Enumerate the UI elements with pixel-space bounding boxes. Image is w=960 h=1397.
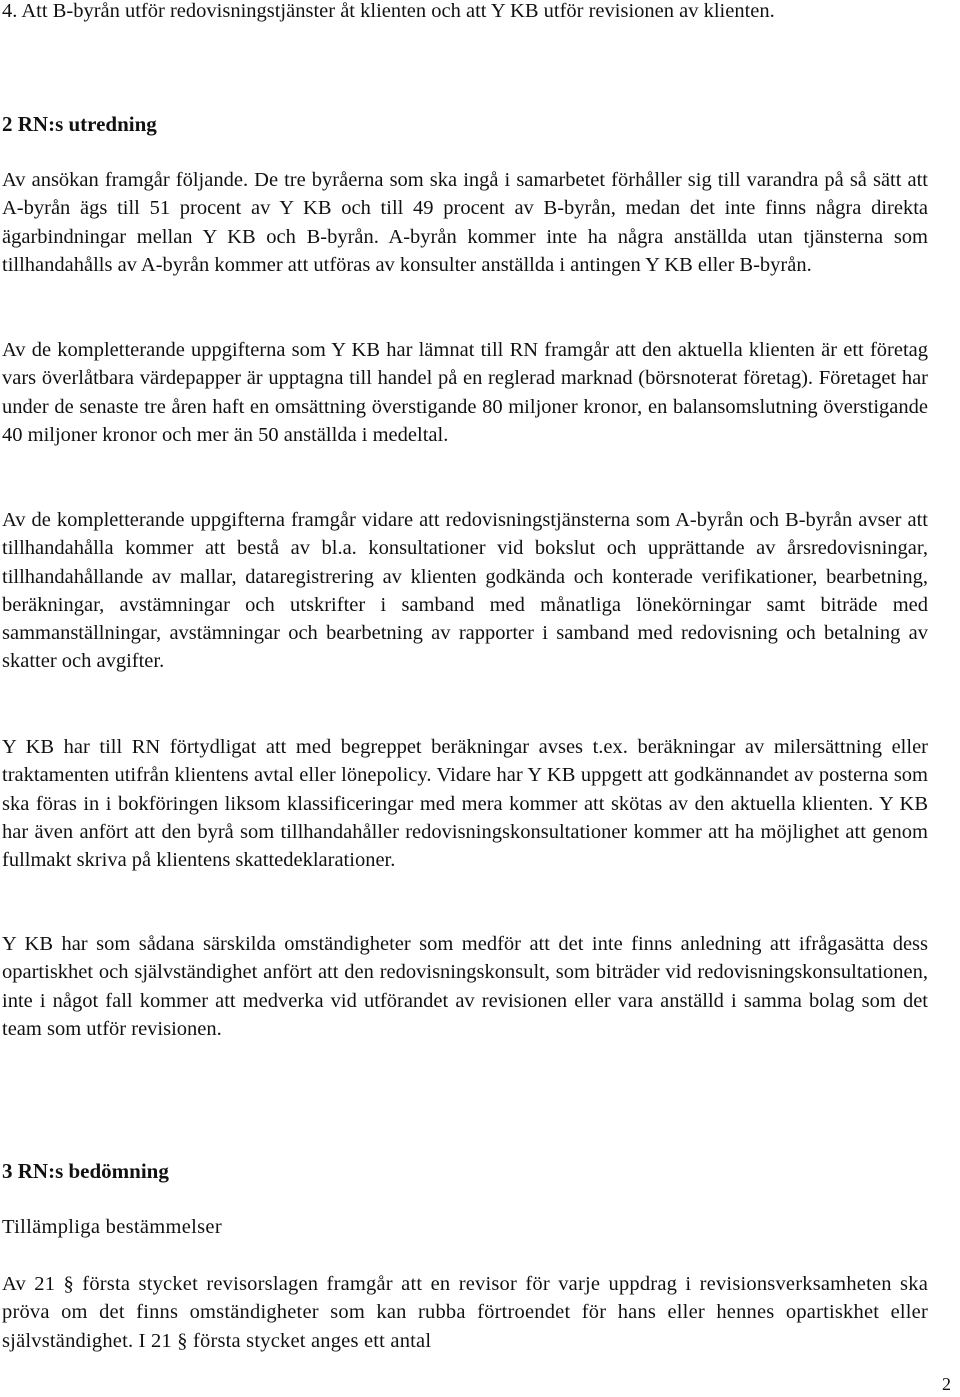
subheading-tillampliga-bestammelser: Tillämpliga bestämmelser [2, 1216, 222, 1238]
paragraph-sarskilda-omstandigheter: Y KB har som sådana särskilda omständigheter som medför att det inte finns anledning att ifrågasätta dess opartiskhet och självständighet anfört att den redovisningskonsult, som biträder vid redovisningskonsultationen, inte i något fall kommer att medverka vid utförandet av revisionen eller vara anställd i samma bolag som det team som utför revisionen. [2, 933, 928, 1040]
paragraph-klienten: Av de kompletterande uppgifterna som Y KB har lämnat till RN framgår att den aktuella klienten är ett företag vars överlåtbara värdepapper är upptagna till handel på en reglerad marknad (börsnoterat företag). Företaget har under de senaste tre åren haft en omsättning överstigande 80 miljoner kronor, en balansomslutning överstigande 40 miljoner kronor och mer än 50 anställda i medeltal. [2, 339, 928, 446]
paragraph-berakningar: Y KB har till RN förtydligat att med begreppet beräkningar avses t.ex. beräkningar av milersättning eller traktamenten utifrån klientens avtal eller lönepolicy. Vidare har Y KB uppgett att godkännandet av posterna som ska föras in i bokföringen liksom klassificeringar med mera kommer att skötas av den aktuella klienten. Y KB har även anfört att den byrå som tillhandahåller redovisningskonsultationer kommer att ha möjlighet att genom fullmakt skriva på klientens skattedeklarationer. [2, 736, 928, 872]
section-heading-bedomning: 3 RN:s bedömning [2, 1159, 169, 1183]
paragraph-revisorslagen: Av 21 § första stycket revisorslagen framgår att en revisor för varje uppdrag i revisionsverksamheten ska pröva om det finns omständigheter som kan rubba förtroendet för hans eller hennes opartiskhet eller självständighet. I 21 § första stycket anges ett antal [2, 1273, 928, 1352]
list-item-4: 4. Att B-byrån utför redovisningstjänster åt klienten och att Y KB utför revisionen av klienten. [2, 0, 775, 22]
paragraph-ansokan: Av ansökan framgår följande. De tre byråerna som ska ingå i samarbetet förhåller sig till varandra på så sätt att A-byrån ägs till 51 procent av Y KB och till 49 procent av B-byrån, medan det inte finns några direkta ägarbindningar mellan Y KB och B-byrån. A-byrån kommer inte ha några anställda utan tjänsterna som tillhandahålls av A-byrån kommer att utföras av konsulter anställda i antingen Y KB eller B-byrån. [2, 169, 928, 276]
paragraph-redovisningstjanster: Av de kompletterande uppgifterna framgår vidare att redovisningstjänsterna som A-byrån och B-byrån avser att tillhandahålla kommer att bestå av bl.a. konsultationer vid bokslut och upprättande av årsredovisningar, tillhandahållande av mallar, dataregistrering av klienten godkända och konterade verifikationer, bearbetning, beräkningar, avstämningar och utskrifter i samband med månatliga lönekörningar samt biträde med sammanställningar, avstämningar och bearbetning av rapporter i samband med redovisning och betalning av skatter och avgifter. [2, 509, 928, 673]
page-number: 2 [942, 1374, 951, 1394]
section-heading-utredning: 2 RN:s utredning [2, 112, 157, 136]
